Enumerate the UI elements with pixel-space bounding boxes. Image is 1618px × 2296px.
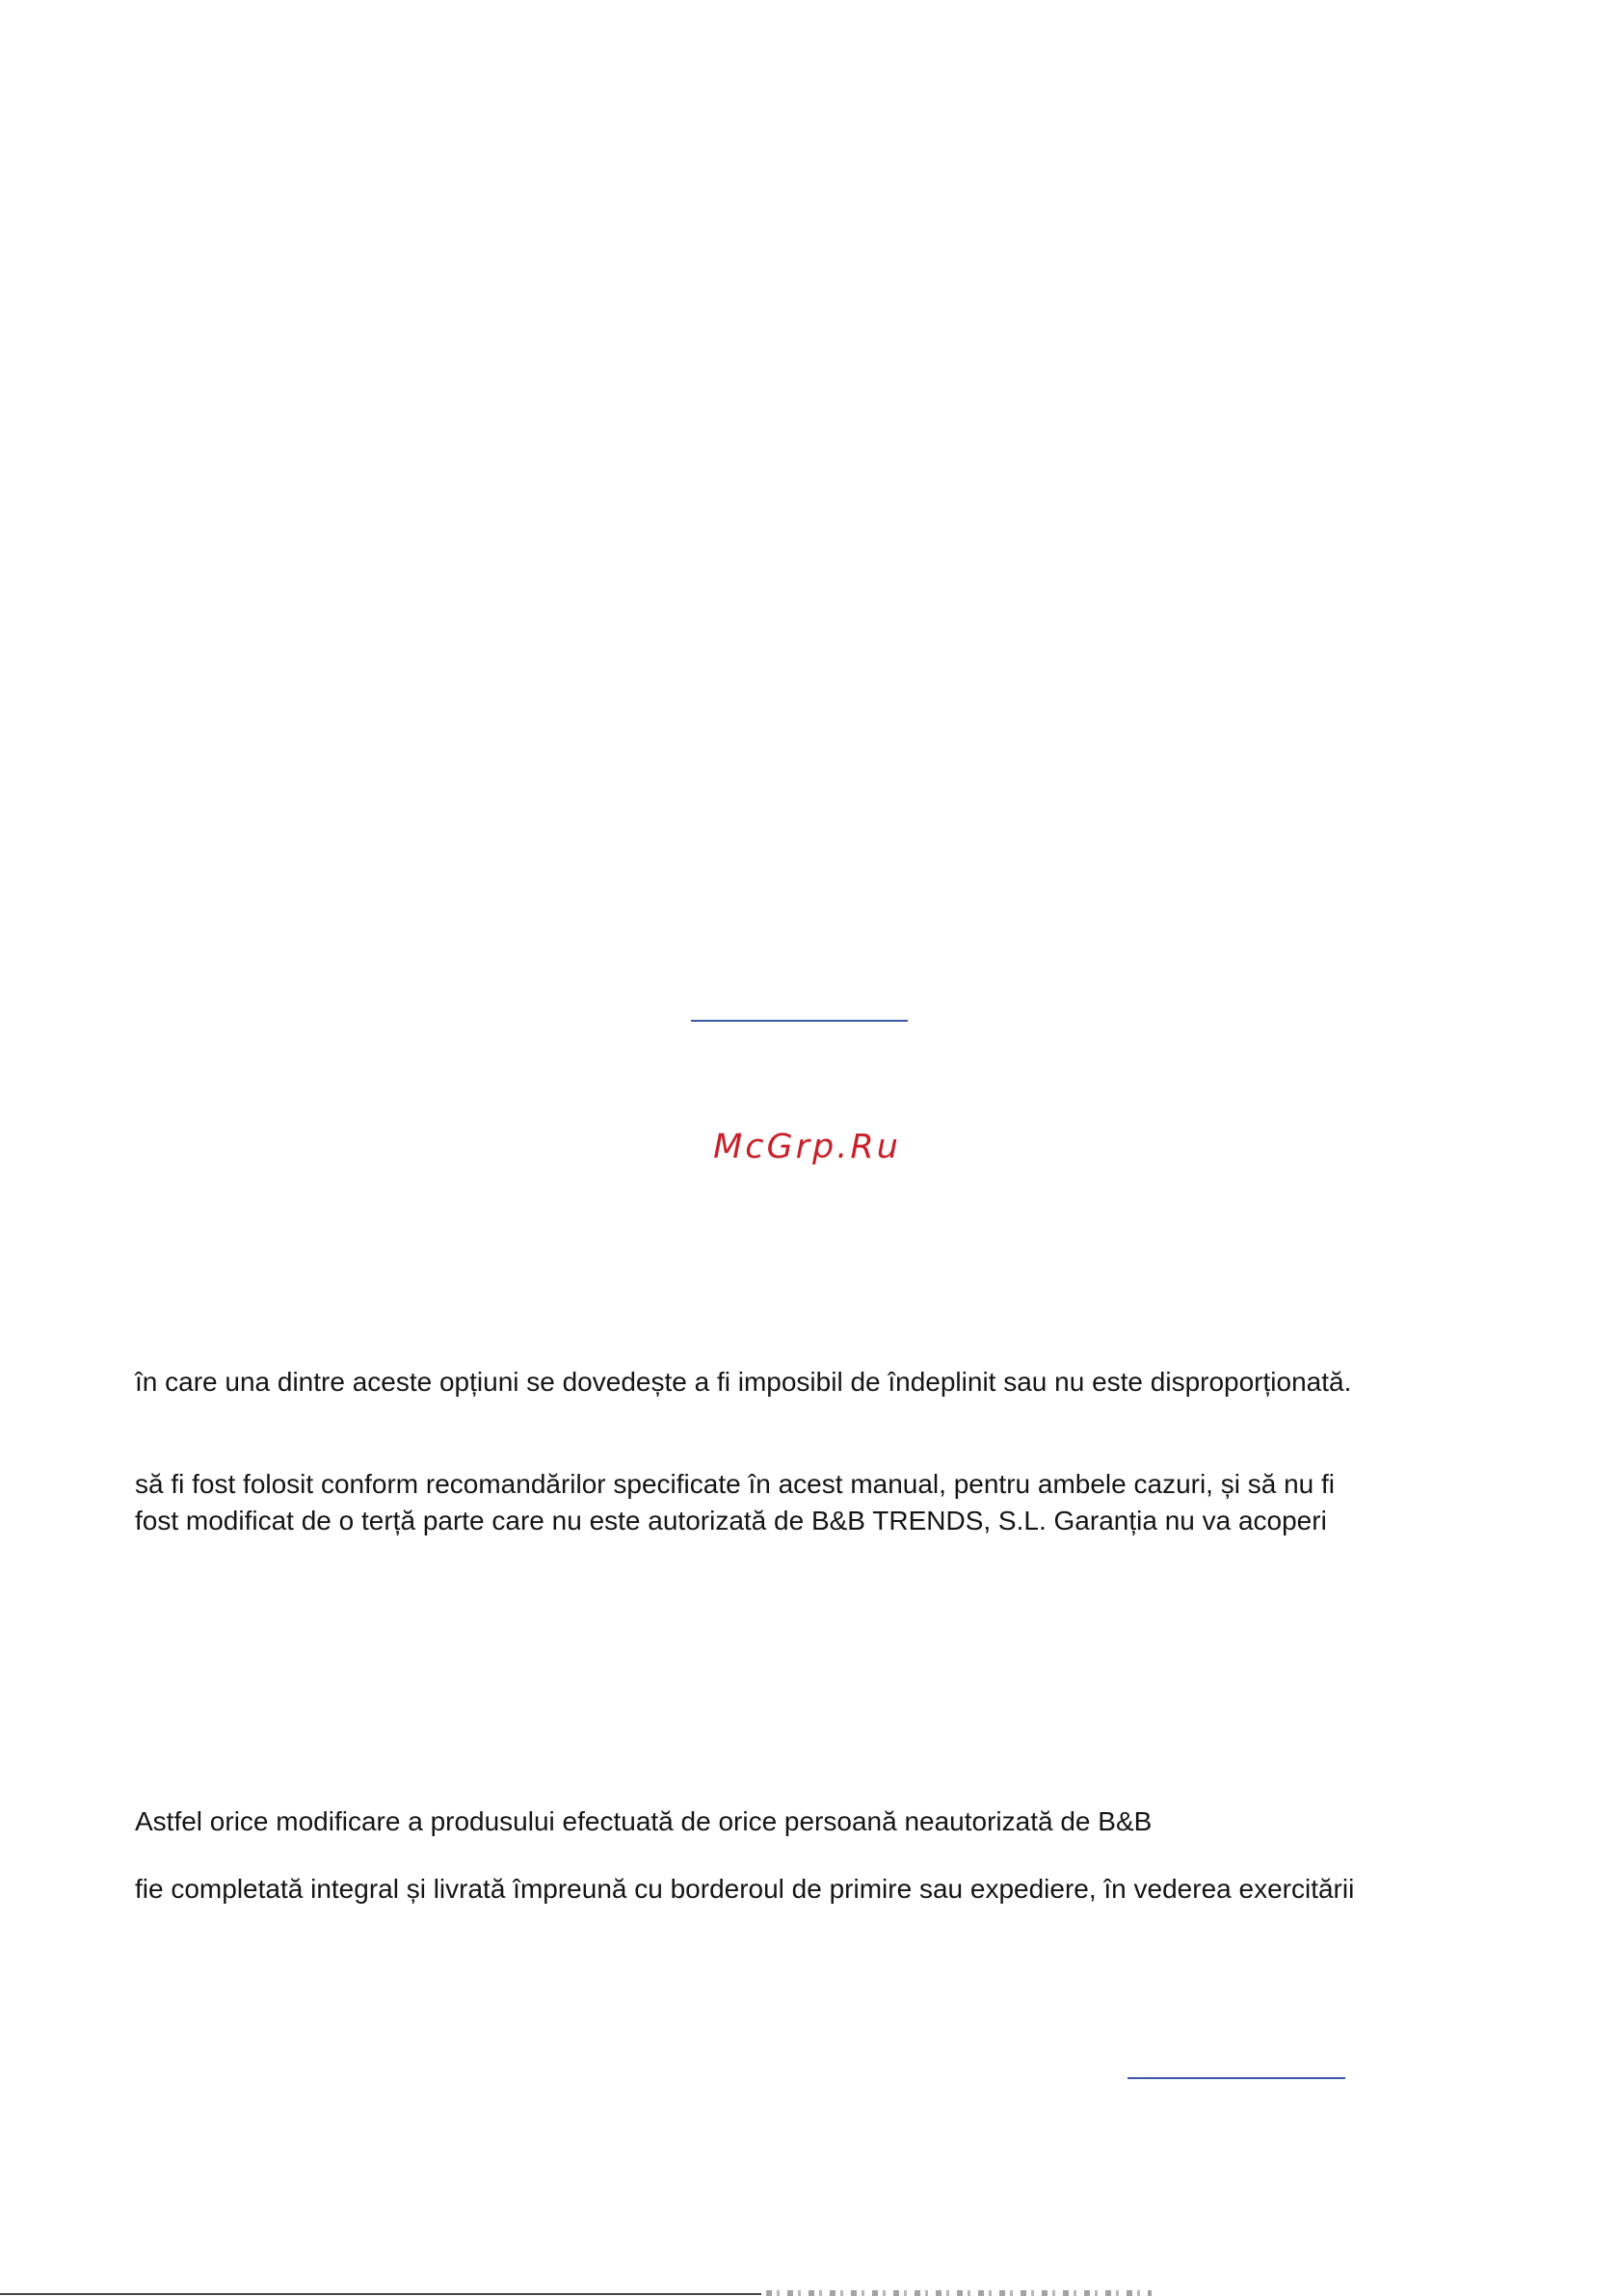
hyperlink-underline-bottom[interactable] [1127,2077,1345,2079]
hyperlink-underline-top[interactable] [691,1020,908,1022]
body-text-line: fie completată integral și livrată împreună cu borderoul de primire sau expediere, în vederea exercitării [135,1874,1355,1904]
footer-divider [0,2293,761,2295]
body-text-line: în care una dintre aceste opțiuni se dovedește a fi imposibil de îndeplinit sau nu este disproporționată. [135,1367,1352,1397]
body-text-line: fost modificat de o terță parte care nu este autorizată de B&B TRENDS, S.L. Garanția nu va acoperi [135,1506,1327,1535]
body-text-line: Astfel orice modificare a produsului efectuată de orice persoană neautorizată de B&B [135,1806,1153,1836]
footer-text-fragment [766,2290,1152,2296]
body-text-line: să fi fost folosit conform recomandărilor specificate în acest manual, pentru ambele cazuri, și să nu fi [135,1469,1336,1499]
watermark-text: McGrp.Ru [713,1128,901,1166]
